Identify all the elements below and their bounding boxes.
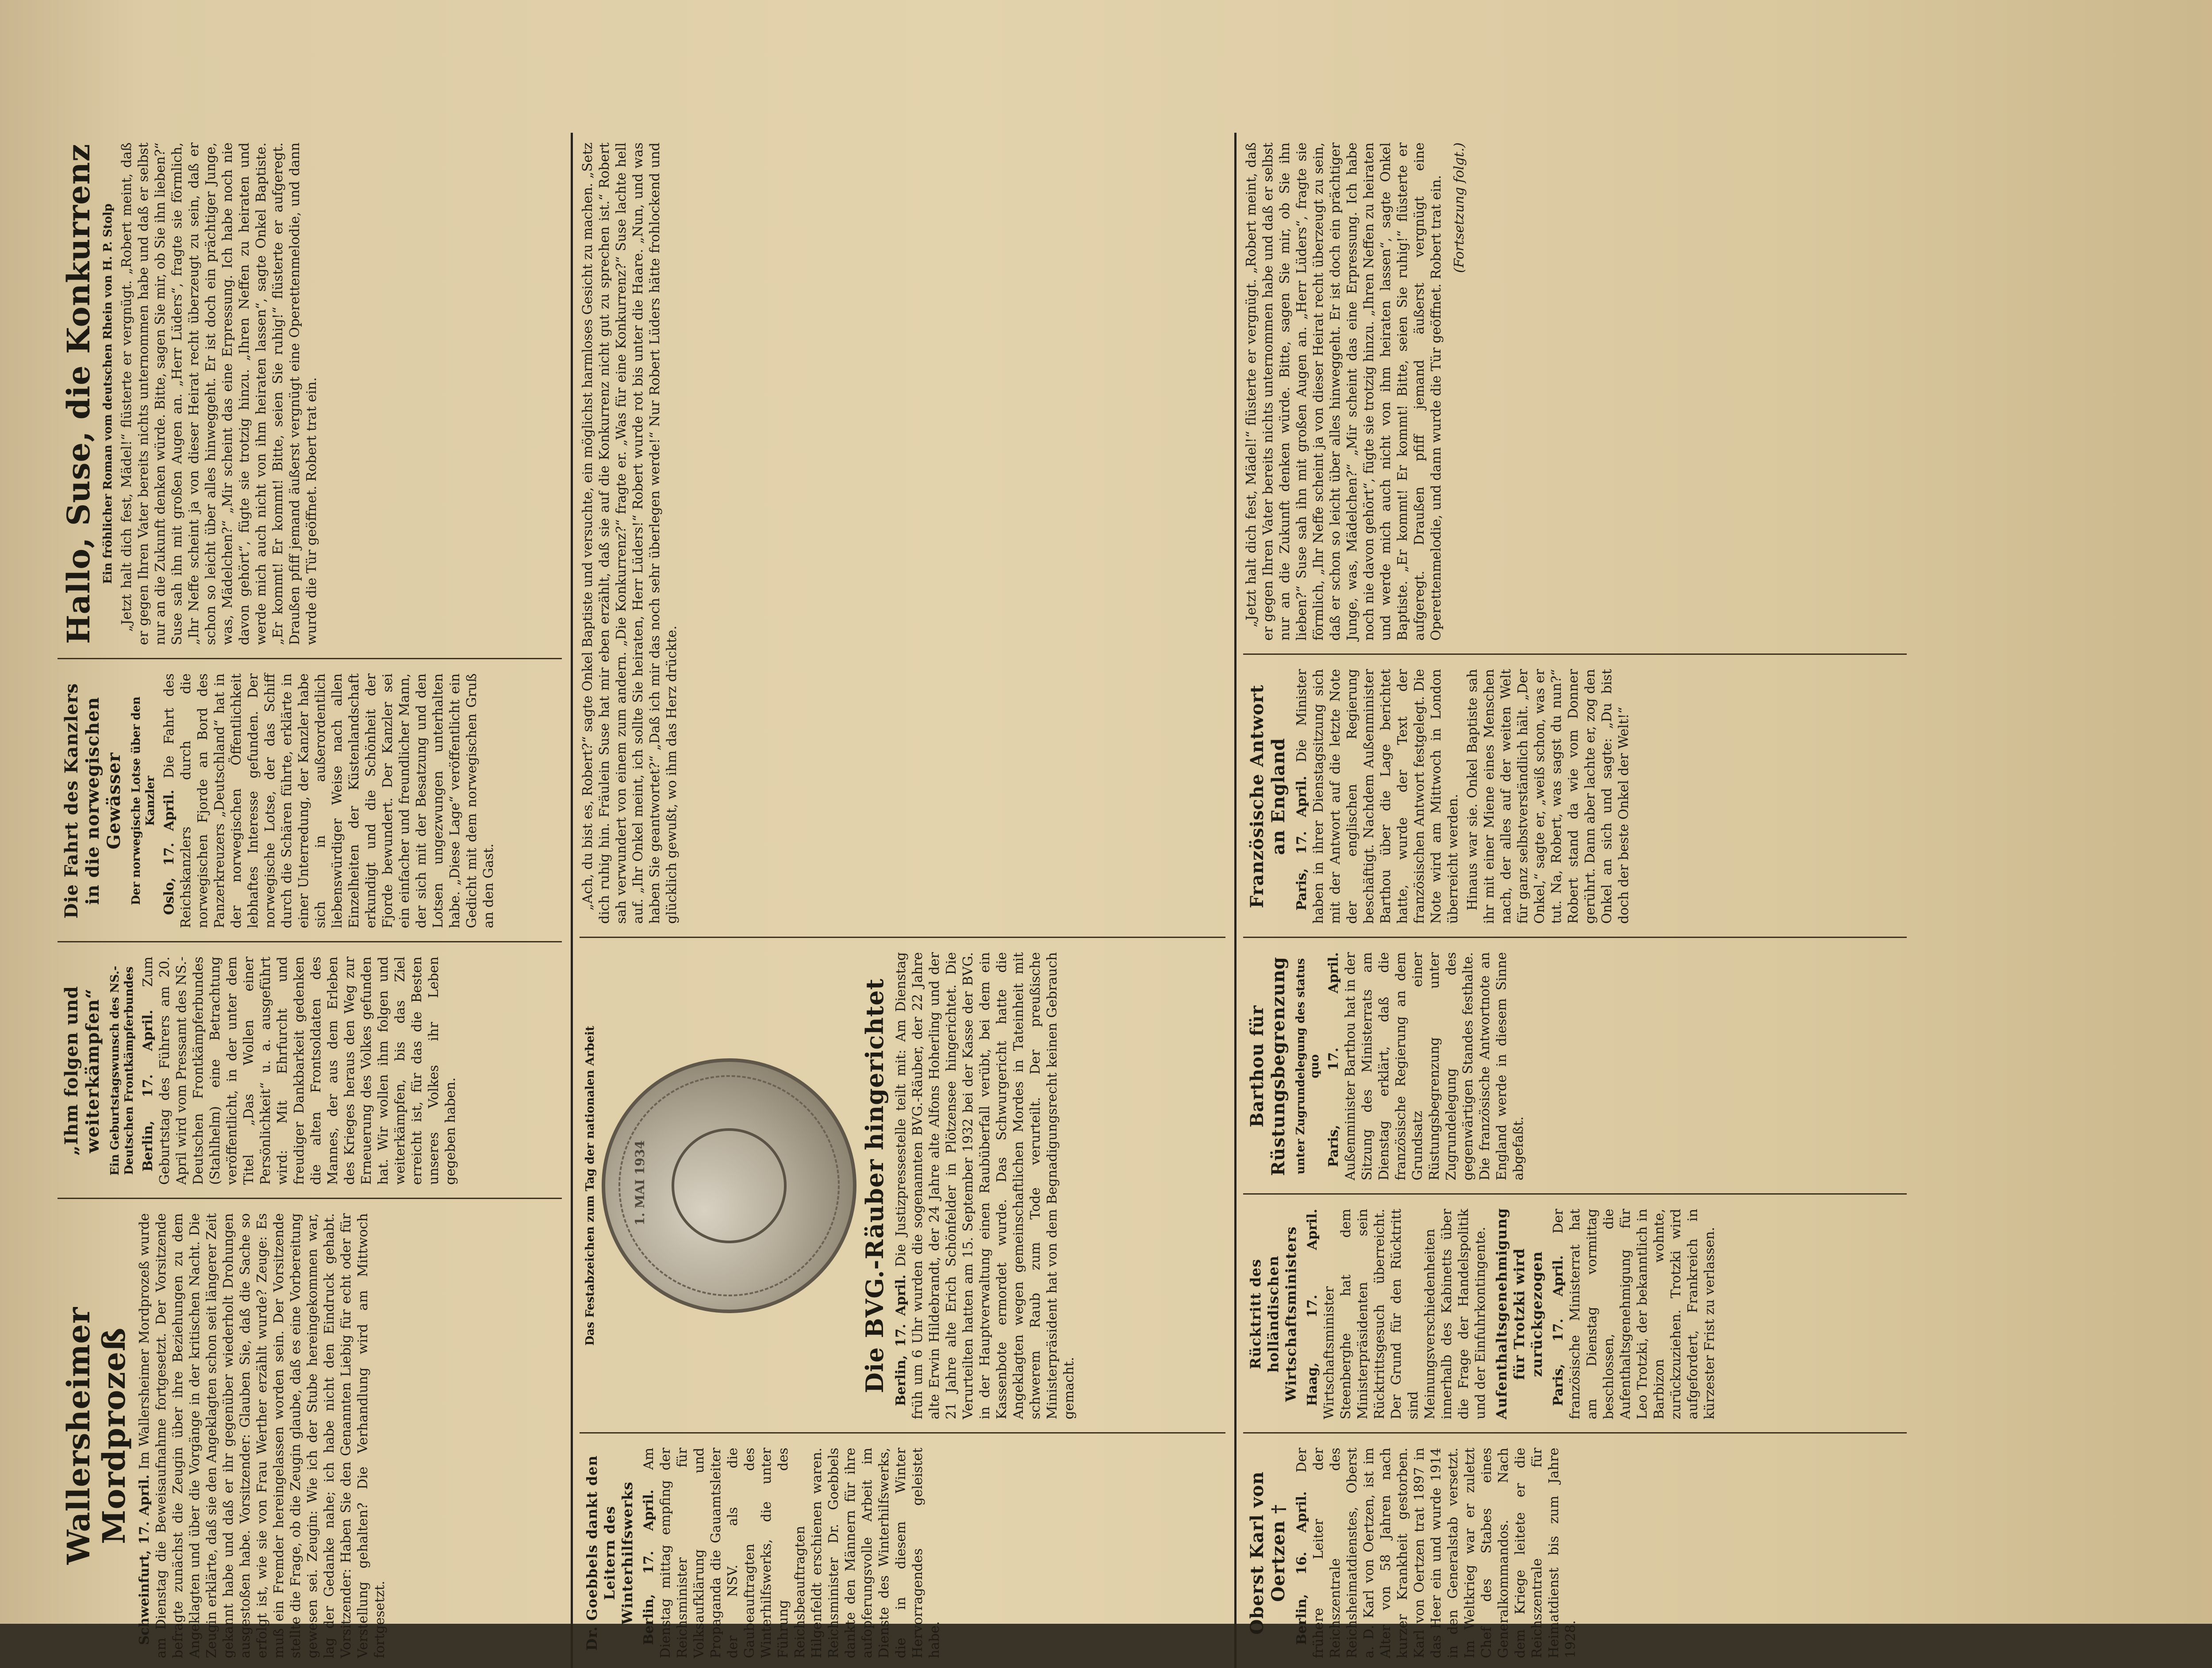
dateline-goebbels: Berlin, 17. April. xyxy=(641,1489,657,1645)
column-roman-cont xyxy=(580,133,1225,934)
column-rule xyxy=(580,937,1225,938)
dateline-trotzki: Paris, 17. April. xyxy=(1551,1255,1566,1406)
column-bvg xyxy=(580,942,1225,1429)
section-rule xyxy=(571,133,573,1668)
body-barthou: Außenminister Barthou hat in der Sitzung des Ministerrats am Dienstag erklärt, daß die französische Regierung an dem Grundsatz einer Rüstungsbegrenzung unter Zugrundelegung des gegenwärtigen Standes festhalte. Die französische Antwortnote an England werde in diesem Sinne abgefaßt. xyxy=(1343,952,1526,1180)
column-oberst xyxy=(1243,1438,1907,1668)
medal-caption: Das Festabzeichen zum Tag der nationalen Arbeit xyxy=(584,1026,597,1346)
subhead-barthou: unter Zugrundelegung des status quo xyxy=(1294,958,1321,1175)
dateline-barthou: Paris, 17. April. xyxy=(1326,952,1341,1167)
column-barthou xyxy=(1243,942,1907,1190)
body-mordprozess: Im Wallersheimer Mordprozeß wurde am Dienstag die Beweisaufnahme fortgesetzt. Der Vorsitzende befragte zunächst die Zeugin über ihre Beziehungen zu dem Angeklagten und über die Vorgänge in der kritischen Nacht. Die Zeugin erklärte, daß sie den Angeklagten schon seit längerer Zeit gekannt habe und daß er ihr gegenüber wiederholt Drohungen ausgestoßen habe. Vorsitzender: Glauben Sie, daß die Sache so erfolgt ist, wie sie von Frau Werther erzählt wurde? Zeuge: Es muß ein Fremder hereingelassen worden sein. Der Vorsitzende stellte die Frage, ob die Zeugin glaube, daß es eine Vorbereitung gewesen sei. Zeugin: Wie ich der Stube hereingekommen war, lag der Gedanke nahe; ich habe nicht den Eindruck gehabt. Vorsitzender: Haben Sie den Genannten Liebig für echt oder für Verstellung gehalten? Die Verhandlung wird am Mittwoch fortgesetzt. xyxy=(137,1213,388,1658)
body-antwort: Die Minister haben in ihrer Dienstagsitzung sich mit der Antwort auf die letzte Note der englischen Regierung beschäftigt. Nachdem Außenminister Barthou über die Lage berichtet hatte, wurde der Text der französischen Antwort festgelegt. Die Note wird am Mittwoch in London überreicht werden. xyxy=(1294,669,1461,924)
medal-inscription: 1. MAI 1934 xyxy=(633,1140,647,1226)
headline-trotzki: Aufenthaltsgenehmigung für Trotzki wird zurückgezogen xyxy=(1493,1207,1545,1419)
column-wirtschaft xyxy=(1243,1199,1907,1429)
column-rule xyxy=(58,941,562,942)
column-rule xyxy=(1243,653,1907,655)
column-roman-end xyxy=(1243,133,1907,650)
dateline-bvg: Berlin, 17. April. xyxy=(893,1274,909,1406)
column-roman xyxy=(58,133,562,655)
section-rule xyxy=(1234,133,1237,1668)
eagle-emblem-icon xyxy=(672,1128,787,1243)
body-oberst: Der frühere Leiter der Reichszentrale des Reichsheimatdienstes, Oberst a. D. Karl von Oertzen, ist im Alter von 58 Jahren nach kurzer Krankheit gestorben. Karl von Oertzen trat 1897 in das Heer ein und wurde 1914 in den Generalstab versetzt. Im Weltkrieg war er zuletzt Chef des Stabes eines Generalkommandos. Nach dem Kriege leitete er die Reichszentrale für Heimatdienst bis zum Jahre 1928. xyxy=(1294,1448,1578,1658)
body-bvg: Die Justizpressestelle teilt mit: Am Dienstag früh um 6 Uhr wurden die sogenannten BVG.-Räuber, der 22 Jahre alte Erwin Hildebrandt, der 24 Jahre alte Alfons Hoherling und der 21 Jahre alte Erich Schönfelder in Plötzensee hingerichtet. Die Verurteilten hatten am 15. September 1932 bei der Kasse der BVG. in der Hauptverwaltung einen Raubüberfall verübt, bei dem ein Kassenbote ermordet wurde. Das Schwurgericht hatte die Angeklagten wegen gemeinschaftlichen Mordes in Tateinheit mit schwerem Raub zum Tode verurteilt. Der preußische Ministerpräsident hat von dem Begnadigungsrecht keinen Gebrauch gemacht. xyxy=(893,952,1077,1419)
headline-goebbels: Dr. Goebbels dankt den Leitern des Winterhilfswerks xyxy=(584,1455,636,1651)
body-kampf: Zum Geburtstag des Führers am 20. April wird vom Pressamt des NS.-Deutschen Frontkämpferbundes (Stahlhelm) eine Betrachtung veröffentlicht, in der unter dem Titel „Das Wollen einer Persönlichkeit“ u. a. ausgeführt wird: Mit Ehrfurcht und freudiger Dankbarkeit gedenken die alten Frontsoldaten des Mannes, der aus dem Erleben des Krieges heraus den Weg zur Erneuerung des Volkes gefunden hat. Wir wollen ihm folgen und weiterkämpfen, bis das Ziel erreicht ist, für das die Besten unseres Volkes ihr Leben gegeben haben. xyxy=(140,957,458,1185)
headline-kanzler: Die Fahrt des Kanzlers in die norwegischen Gewässer xyxy=(61,683,124,919)
headline-kampf: „Ihm folgen und weiterkämpfen“ xyxy=(61,986,103,1156)
column-rule xyxy=(1243,1193,1907,1195)
column-goebbels xyxy=(580,1438,1225,1668)
column-antwort xyxy=(1243,659,1907,934)
body-wirtschaft: Wirtschaftsminister Steenberghe hat dem Ministerpräsidenten sein Rücktrittsgesuch überreicht. Der Grund für den Rücktritt sind Meinungsverschiedenheiten innerhalb des Kabinetts über die Frage der Handelspolitik und der Einfuhrkontingente. xyxy=(1321,1209,1488,1419)
newspaper-page xyxy=(58,44,2212,1668)
body-roman-end: „Jetzt halt dich fest, Mädel!“ flüsterte er vergnügt. „Robert meint, daß er gegen Ihren Vater bereits nichts unternommen habe und daß er selbst nur an die Zukunft denken würde. Bitte, sagen Sie mir, ob Sie ihn lieben?“ Suse sah ihn mit großen Augen an. „Herr Lüders“, fragte sie förmlich, „Ihr Neffe scheint ja von dieser Heirat recht überzeugt zu sein, daß er schon so leicht über alles hinweggeht. Er ist doch ein prächtiger Junge, was, Mädelchen?“ „Mir scheint das eine Erpressung. Ich habe noch nie davon gehört“, fügte sie trotzig hinzu. „Ihren Neffen zu heiraten und werde mich auch nicht von ihm heiraten lassen“, sagte Onkel Baptiste. „Er kommt! Er kommt! Bitte, seien Sie ruhig!“ flüsterte er aufgeregt. Draußen pfiff jemand äußerst vergnügt eine Operettenmelodie, und dann wurde die Tür geöffnet. Robert trat ein. xyxy=(1244,142,1444,641)
subhead-kampf: Ein Geburtstagswunsch des NS.-Deutschen Frontkämpferbundes xyxy=(108,966,136,1176)
dateline-antwort: Paris, 17. April. xyxy=(1294,776,1310,911)
body-final: Hinaus war sie. Onkel Baptiste sah ihr mit einer Miene eines Menschen nach, der alles auf der weiten Welt für ganz selbstverständlich hält. „Der Onkel,“ sagte er, „weiß schon, was er tut. Na, Robert, was sagst du nun?“ Robert stand da wie vom Donner gerührt. Dann aber lachte er, zog den Onkel an sich und sagte: „Du bist doch der beste Onkel der Welt!“ xyxy=(1465,669,1632,924)
body-roman: „Jetzt halt dich fest, Mädel!“ flüsterte er vergnügt. „Robert meint, daß er gegen Ihren Vater bereits nichts unternommen habe und daß er selbst nur an die Zukunft denken würde. Bitte, sagen Sie mir, ob Sie ihn lieben?“ Suse sah ihn mit großen Augen an. „Herr Lüders“, fragte sie förmlich, „Ihr Neffe scheint ja von dieser Heirat recht überzeugt zu sein, daß er schon so leicht über alles hinweggeht. Er ist doch ein prächtiger Junge, was, Mädelchen?“ „Mir scheint das eine Erpressung. Ich habe noch nie davon gehört“, fügte sie trotzig hinzu. „Ihren Neffen zu heiraten und werde mich auch nicht von ihm heiraten lassen“, sagte Onkel Baptiste. „Er kommt! Er kommt! Bitte, seien Sie ruhig!“ flüsterte er aufgeregt. Draußen pfiff jemand äußerst vergnügt eine Operettenmelodie, und dann wurde die Tür geöffnet. Robert trat ein. xyxy=(119,142,319,645)
body-trotzki: Der französische Ministerrat hat am Dienstag vormittag beschlossen, die Aufenthaltsgenehmigung für Leo Trotzki, der bekanntlich in Barbizon wohnte, zurückzuziehen. Trotzki wird aufgefordert, Frankreich in kürzester Frist zu verlassen. xyxy=(1551,1209,1717,1419)
dateline-kampf: Berlin, 17. April. xyxy=(140,1010,156,1172)
column-rule xyxy=(58,1198,562,1199)
dateline-mordprozess: Schweinfurt, 17. April. xyxy=(137,1474,152,1645)
subhead-kanzler: Der norwegische Lotse über den Kanzler xyxy=(130,696,157,905)
column-rule xyxy=(1243,937,1907,938)
column-rule xyxy=(1243,1432,1907,1434)
fortsetzung-note: (Fortsetzung folgt.) xyxy=(1452,142,1467,273)
column-kanzler xyxy=(58,664,562,938)
headline-antwort: Französische Antwort an England xyxy=(1247,684,1289,908)
dateline-wirtschaft: Haag, 17. April. xyxy=(1305,1209,1320,1406)
body-goebbels: Am Dienstag mittag empfing der Reichsminister für Volksaufklärung und Propaganda die Gauamtsleiter der NSV. als die Gaubeauftragten des Winterhilfswerks, die unter Führung des Reichsbeauftragten Hilgenfeldt erschienen waren. Reichsminister Dr. Goebbels dankte den Männern für ihre aufopferungsvolle Arbeit im Dienste des Winterhilfswerks, die in diesem Winter Hervorragendes geleistet habe. xyxy=(641,1448,942,1658)
column-rule xyxy=(58,658,562,659)
column-mordprozess xyxy=(58,1203,562,1668)
headline-bvg: Die BVG.-Räuber hingerichtet xyxy=(860,978,889,1393)
column-rule xyxy=(580,1432,1225,1434)
column-kampf xyxy=(58,947,562,1195)
headline-oberst: Oberst Karl von Oertzen † xyxy=(1247,1471,1289,1635)
headline-wirtschaft: Rücktritt des holländischen Wirtschaftsministers xyxy=(1247,1226,1299,1402)
festabzeichen-medal xyxy=(602,1058,856,1313)
dateline-kanzler: Oslo, 17. April. xyxy=(161,789,177,915)
body-roman-cont: „Ach, du bist es, Robert?“ sagte Onkel Baptiste und versuchte, ein möglichst harmloses Gesicht zu machen. „Setz dich ruhig hin. Fräulein Suse hat mir eben erzählt, daß sie auf die Konkurrenz nicht gut zu sprechen ist.“ Robert sah verwundert von einem zum andern. „Die Konkurrenz?“ fragte er. „Was für eine Konkurrenz?“ Suse lachte hell auf. „Ihr Onkel meint, ich sollte Sie heiraten, Herr Lüders!“ Robert wurde rot bis unter die Haare. „Nun, und was haben Sie geantwortet?“ „Daß ich mir das noch sehr überlegen werde!“ Nur Robert Lüders hätte frohlockend und glücklich gewußt, wo ihm das Herz drückte. xyxy=(580,142,680,924)
dateline-oberst: Berlin, 16. April. xyxy=(1294,1491,1310,1645)
headline-mordprozess: Wallersheimer Mordprozeß xyxy=(60,1307,132,1565)
headline-barthou: Barthou für Rüstungsbegrenzung xyxy=(1247,957,1289,1176)
headline-roman: Hallo, Suse, die Konkurrenz xyxy=(60,143,97,644)
subhead-roman: Ein fröhlicher Roman vom deutschen Rhein von H. P. Stolp xyxy=(101,204,115,584)
body-kanzler: Die Fahrt des Reichskanzlers durch die norwegischen Fjorde an Bord des Panzerkreuzers „Deutschland“ hat in der norwegischen Öffentlichkeit lebhaftes Interesse gefunden. Der norwegische Lotse, der das Schiff durch die Schären führte, erklärte in einer Unterredung, der Kanzler habe sich in außerordentlich liebenswürdiger Weise nach allen Einzelheiten der Küstenlandschaft erkundigt und die Schönheit der Fjorde bewundert. Der Kanzler sei ein einfacher und freundlicher Mann, der sich mit der Besatzung und den Lotsen ungezwungen unterhalten habe. „Diese Lage“ veröffentlicht ein Gedicht mit dem norwegischen Gruß an den Gast. xyxy=(161,673,496,928)
